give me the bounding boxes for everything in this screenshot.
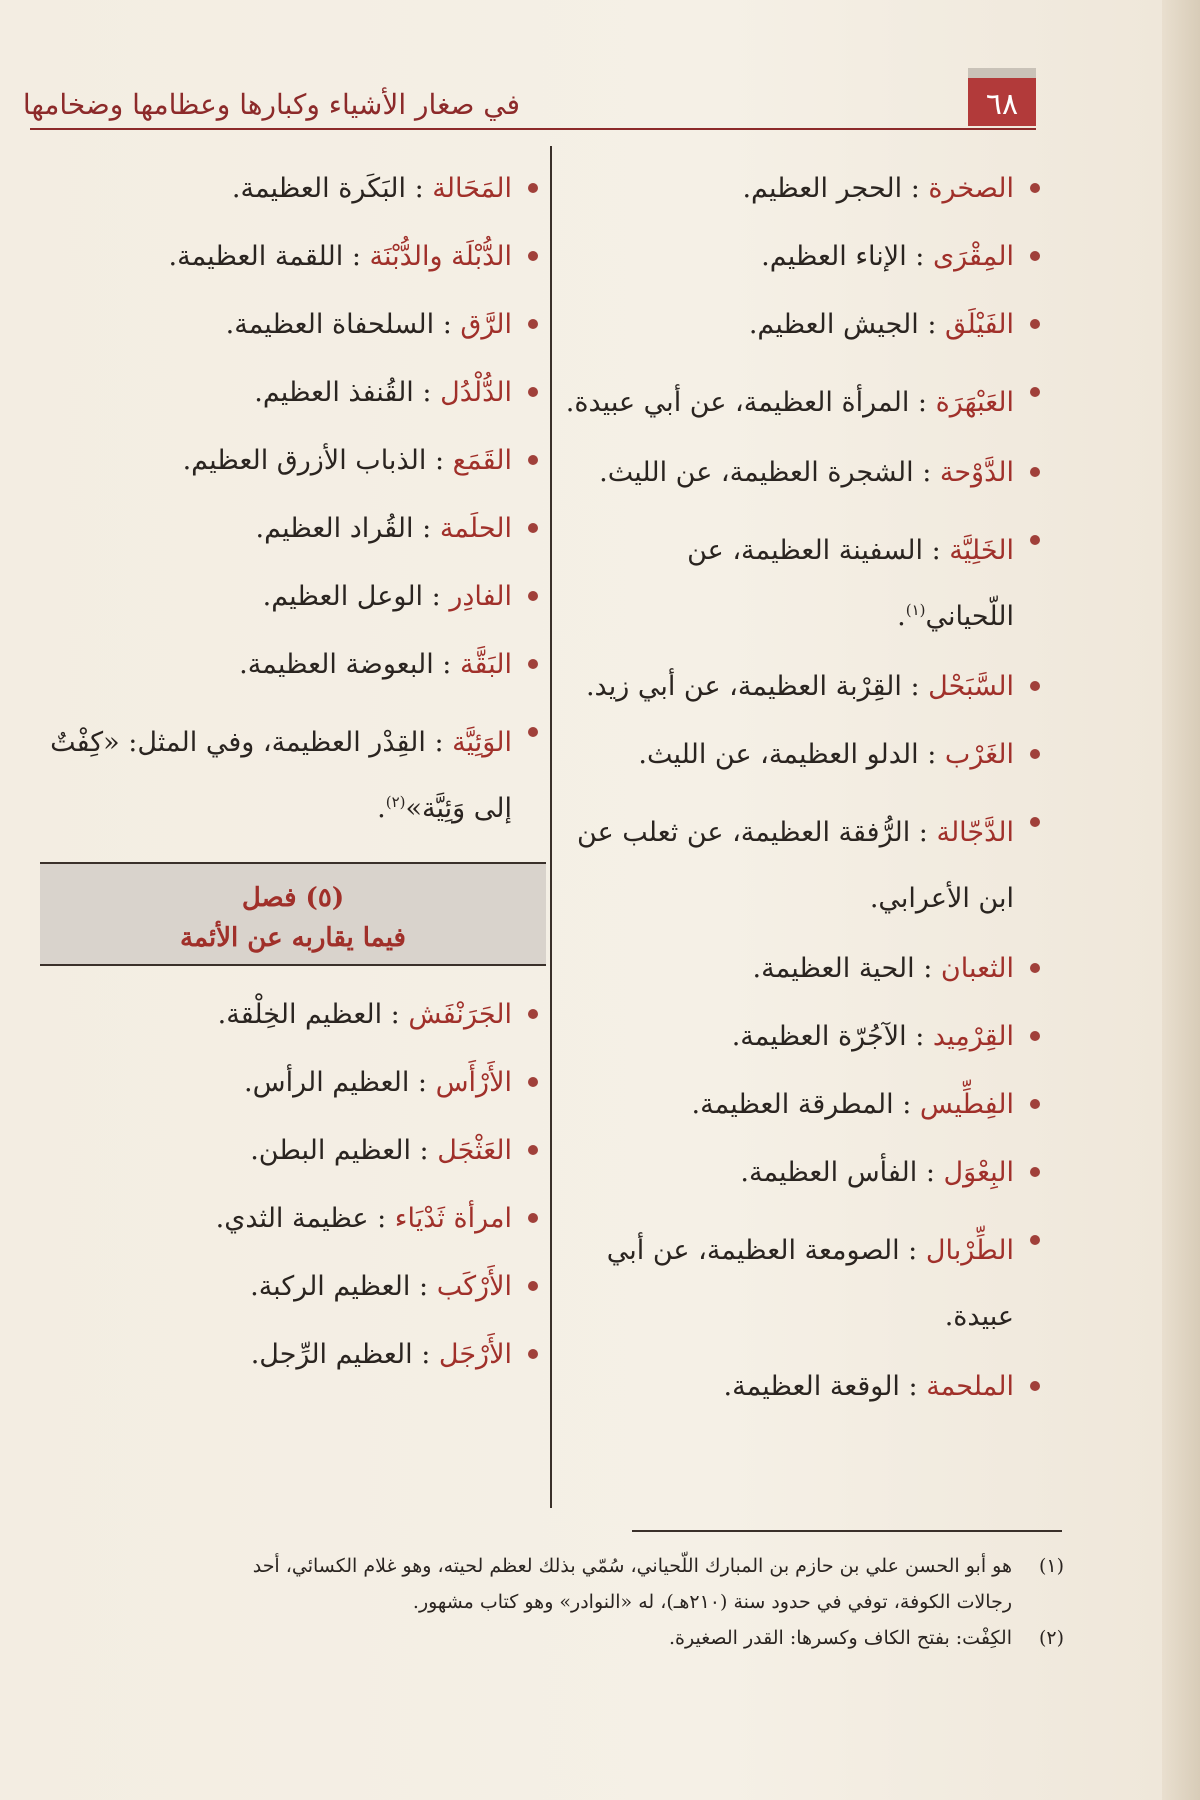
entry-term: الملحمة — [926, 1371, 1014, 1402]
footnote-marker: (٢) — [385, 793, 406, 811]
entry-definition: العظيم البطن. — [250, 1135, 411, 1166]
footnote-text: الكِفْت: بفتح الكاف وكسرها: القدر الصغيرة. — [669, 1627, 1012, 1649]
entry-term: البَقَّة — [459, 649, 512, 680]
entry-definition: الصومعة العظيمة، عن أبي عبيدة. — [606, 1235, 1014, 1332]
glossary-entry — [562, 1150, 1040, 1196]
bullet-dot-icon — [1030, 251, 1040, 261]
entry-separator: : — [412, 1339, 439, 1370]
footnotes — [44, 1550, 1064, 1658]
glossary-entry — [40, 370, 538, 416]
entry-definition: القِدْر العظيمة، وفي المثل: «كِفْتٌ إلى وَئِيَّة» — [50, 727, 512, 824]
entry-definition: الإناء العظيم. — [761, 241, 907, 272]
entry-term: البِعْوَل — [943, 1157, 1014, 1188]
bullet-dot-icon — [528, 591, 538, 601]
footnote-continuation: رجالات الكوفة، توفي في حدود سنة (٢١٠هـ)، له «النوادر» وهو كتاب مشهور. — [412, 1591, 1012, 1613]
bullet-dot-icon — [1030, 963, 1040, 973]
entry-definition: القُراد العظيم. — [255, 513, 414, 544]
glossary-entry — [562, 1218, 1040, 1350]
bullet-dot-icon — [528, 1349, 538, 1359]
entry-term: العَثْجَل — [437, 1135, 512, 1166]
entry-definition: القُنفذ العظيم. — [254, 377, 414, 408]
entry-separator: : — [910, 817, 937, 848]
entry-term: الدَّجّالة — [936, 817, 1014, 848]
entry-term: الغَرْب — [944, 739, 1014, 770]
entry-term: الدَّوْحة — [939, 457, 1014, 488]
entry-separator: : — [368, 1203, 395, 1234]
entry-term: الحلَمة — [439, 513, 512, 544]
bullet-dot-icon — [528, 251, 538, 261]
footnote-text: هو أبو الحسن علي بن حازم بن المبارك اللّحياني، سُمّي بذلك لعظم لحيته، وهو غلام الكسائي، أحد — [252, 1555, 1012, 1577]
entry-separator: : — [913, 457, 940, 488]
glossary-entry — [562, 1082, 1040, 1128]
footnote-rule — [632, 1530, 1062, 1532]
entry-term: السَّبَحْل — [928, 671, 1014, 702]
entry-term: القَمَع — [452, 445, 512, 476]
entry-definition: الآجُرّة العظيمة. — [731, 1021, 907, 1052]
glossary-entry — [562, 302, 1040, 348]
glossary-entry — [40, 166, 538, 212]
glossary-entry — [562, 732, 1040, 778]
bullet-dot-icon — [1030, 817, 1040, 827]
entry-separator: : — [434, 309, 461, 340]
entry-definition: الحجر العظيم. — [742, 173, 903, 204]
bullet-dot-icon — [528, 659, 538, 669]
entry-term: الأَرْأَس — [435, 1067, 512, 1098]
glossary-entry — [40, 1060, 538, 1106]
glossary-entry — [562, 1364, 1040, 1410]
entry-separator: : — [410, 1135, 438, 1166]
entry-definition: المرأة العظيمة، عن أبي عبيدة. — [565, 387, 910, 418]
entry-end-punct: . — [897, 601, 906, 632]
entry-term: الأَرْجَل — [438, 1339, 512, 1370]
entry-term: الطِّرْبال — [925, 1235, 1014, 1266]
entry-separator: : — [901, 671, 929, 702]
bullet-dot-icon — [528, 319, 538, 329]
glossary-entry — [40, 642, 538, 688]
page-binding-edge — [1162, 0, 1200, 1800]
entry-definition: الجيش العظيم. — [748, 309, 919, 340]
entry-term: الخَلِيَّة — [949, 535, 1014, 566]
entry-separator: : — [923, 535, 950, 566]
entry-separator: : — [899, 1371, 927, 1402]
glossary-entry — [40, 1264, 538, 1310]
entry-definition: الرُّفقة العظيمة، عن ثعلب عن ابن الأعرابي. — [577, 817, 1014, 914]
entry-separator: : — [893, 1089, 920, 1120]
entry-separator: : — [413, 513, 440, 544]
entry-separator: : — [382, 999, 409, 1030]
entry-separator: : — [413, 377, 441, 408]
entry-definition: المطرقة العظيمة. — [691, 1089, 894, 1120]
section-heading: (٥) فصل — [241, 883, 345, 913]
entry-definition: العظيم الرِّجل. — [250, 1339, 413, 1370]
entry-separator: : — [433, 649, 460, 680]
bullet-dot-icon — [1030, 1031, 1040, 1041]
entry-term: العَبْهَرَة — [935, 387, 1014, 418]
entry-definition: اللقمة العظيمة. — [168, 241, 344, 272]
entry-definition: الذباب الأزرق العظيم. — [182, 445, 427, 476]
entry-separator: : — [906, 1021, 933, 1052]
entry-definition: السلحفاة العظيمة. — [225, 309, 435, 340]
bullet-dot-icon — [1030, 681, 1040, 691]
glossary-entry — [562, 1014, 1040, 1060]
entry-end-punct: . — [377, 793, 386, 824]
entry-definition: الوعل العظيم. — [262, 581, 424, 612]
bullet-dot-icon — [1030, 387, 1040, 397]
glossary-entry — [40, 574, 538, 620]
glossary-entry — [40, 1196, 538, 1242]
bullet-dot-icon — [1030, 1167, 1040, 1177]
entry-definition: الشجرة العظيمة، عن الليث. — [599, 457, 914, 488]
entry-term: الدُّلْدُل — [440, 377, 512, 408]
footnote-item — [44, 1622, 1064, 1654]
bullet-dot-icon — [1030, 535, 1040, 545]
glossary-entry — [562, 800, 1040, 932]
bullet-dot-icon — [1030, 183, 1040, 193]
section-heading-box — [40, 862, 546, 966]
entry-separator: : — [899, 1235, 926, 1266]
bullet-dot-icon — [1030, 319, 1040, 329]
entry-term: الوَئِيَّة — [452, 727, 512, 758]
bullet-dot-icon — [528, 455, 538, 465]
glossary-entry — [40, 1128, 538, 1174]
glossary-entry — [40, 506, 538, 552]
bullet-dot-icon — [528, 727, 538, 737]
entry-separator: : — [406, 173, 433, 204]
glossary-entry — [562, 518, 1040, 650]
bullet-dot-icon — [528, 1145, 538, 1155]
entry-separator: : — [409, 1067, 436, 1098]
entry-separator: : — [914, 953, 941, 984]
bullet-dot-icon — [528, 1281, 538, 1291]
entry-term: الجَرَنْفَش — [408, 999, 512, 1030]
glossary-entry — [562, 450, 1040, 496]
entry-separator: : — [918, 309, 945, 340]
bullet-dot-icon — [1030, 467, 1040, 477]
entry-term: المِقْرَى — [932, 241, 1014, 272]
entry-separator: : — [423, 581, 450, 612]
bullet-dot-icon — [528, 1213, 538, 1223]
bullet-dot-icon — [1030, 1099, 1040, 1109]
glossary-entry — [40, 1332, 538, 1378]
entry-definition: عظيمة الثدي. — [215, 1203, 369, 1234]
entry-definition: البعوضة العظيمة. — [239, 649, 434, 680]
bullet-dot-icon — [1030, 749, 1040, 759]
bullet-dot-icon — [528, 523, 538, 533]
entry-term: الأَرْكَب — [436, 1271, 512, 1302]
footnote-marker: (١) — [905, 601, 926, 619]
glossary-entry — [40, 234, 538, 280]
entry-definition: الحية العظيمة. — [752, 953, 915, 984]
entry-term: الثعبان — [940, 953, 1014, 984]
entry-term: الصخرة — [928, 173, 1014, 204]
entry-definition: الفأس العظيمة. — [740, 1157, 918, 1188]
entry-definition: البَكَرة العظيمة. — [231, 173, 407, 204]
entry-definition: السفينة العظيمة، عن اللّحياني — [687, 535, 1014, 632]
bullet-dot-icon — [528, 1009, 538, 1019]
column-divider — [550, 146, 552, 1508]
page-number: ٦٨ — [968, 68, 1036, 126]
glossary-entry — [40, 438, 538, 484]
footnote-number: (٢) — [1038, 1627, 1064, 1649]
entry-term: امرأة ثَدْيَاء — [394, 1203, 512, 1234]
glossary-entry — [40, 710, 538, 842]
entry-definition: القِرْبة العظيمة، عن أبي زيد. — [585, 671, 902, 702]
header-rule — [30, 128, 1036, 130]
entry-term: المَحَالة — [432, 173, 512, 204]
entry-separator: : — [902, 173, 929, 204]
entry-separator: : — [906, 241, 933, 272]
entry-term: الفَيْلَق — [945, 309, 1014, 340]
glossary-entry — [562, 946, 1040, 992]
entry-term: الفِطِّيس — [919, 1089, 1014, 1120]
left-column-entries-bottom — [40, 992, 538, 1378]
entry-definition: العظيم الخِلْقة. — [217, 999, 383, 1030]
left-column — [40, 166, 538, 1400]
footnote-number: (١) — [1038, 1555, 1064, 1577]
running-title: في صغار الأشياء وكبارها وعظامها وضخامها — [22, 88, 520, 121]
bullet-dot-icon — [1030, 1381, 1040, 1391]
glossary-entry — [562, 370, 1040, 436]
section-title: فيما يقاربه عن الأئمة — [180, 923, 406, 953]
glossary-entry — [562, 234, 1040, 280]
entry-separator: : — [343, 241, 370, 272]
entry-definition: العظيم الرأس. — [244, 1067, 410, 1098]
glossary-entry — [562, 664, 1040, 710]
bullet-dot-icon — [528, 1077, 538, 1087]
entry-separator: : — [918, 739, 945, 770]
entry-separator: : — [917, 1157, 944, 1188]
entry-term: الرَّق — [460, 309, 512, 340]
glossary-entry — [40, 302, 538, 348]
right-column — [562, 166, 1040, 1432]
entry-definition: العظيم الركبة. — [250, 1271, 411, 1302]
entry-definition: الدلو العظيمة، عن الليث. — [638, 739, 919, 770]
entry-separator: : — [426, 445, 453, 476]
bullet-dot-icon — [528, 183, 538, 193]
bullet-dot-icon — [528, 387, 538, 397]
entry-separator: : — [425, 727, 453, 758]
footnote-item — [44, 1550, 1064, 1582]
entry-term: الدُّبْلَة والدُّبْنَة — [369, 241, 512, 272]
glossary-entry — [40, 992, 538, 1038]
glossary-entry — [562, 166, 1040, 212]
left-column-entries-top — [40, 166, 538, 842]
bullet-dot-icon — [1030, 1235, 1040, 1245]
entry-term: الفادِر — [449, 581, 512, 612]
entry-term: القِرْمِيد — [932, 1021, 1014, 1052]
entry-separator: : — [410, 1271, 437, 1302]
entry-separator: : — [909, 387, 936, 418]
entry-definition: الوقعة العظيمة. — [723, 1371, 900, 1402]
